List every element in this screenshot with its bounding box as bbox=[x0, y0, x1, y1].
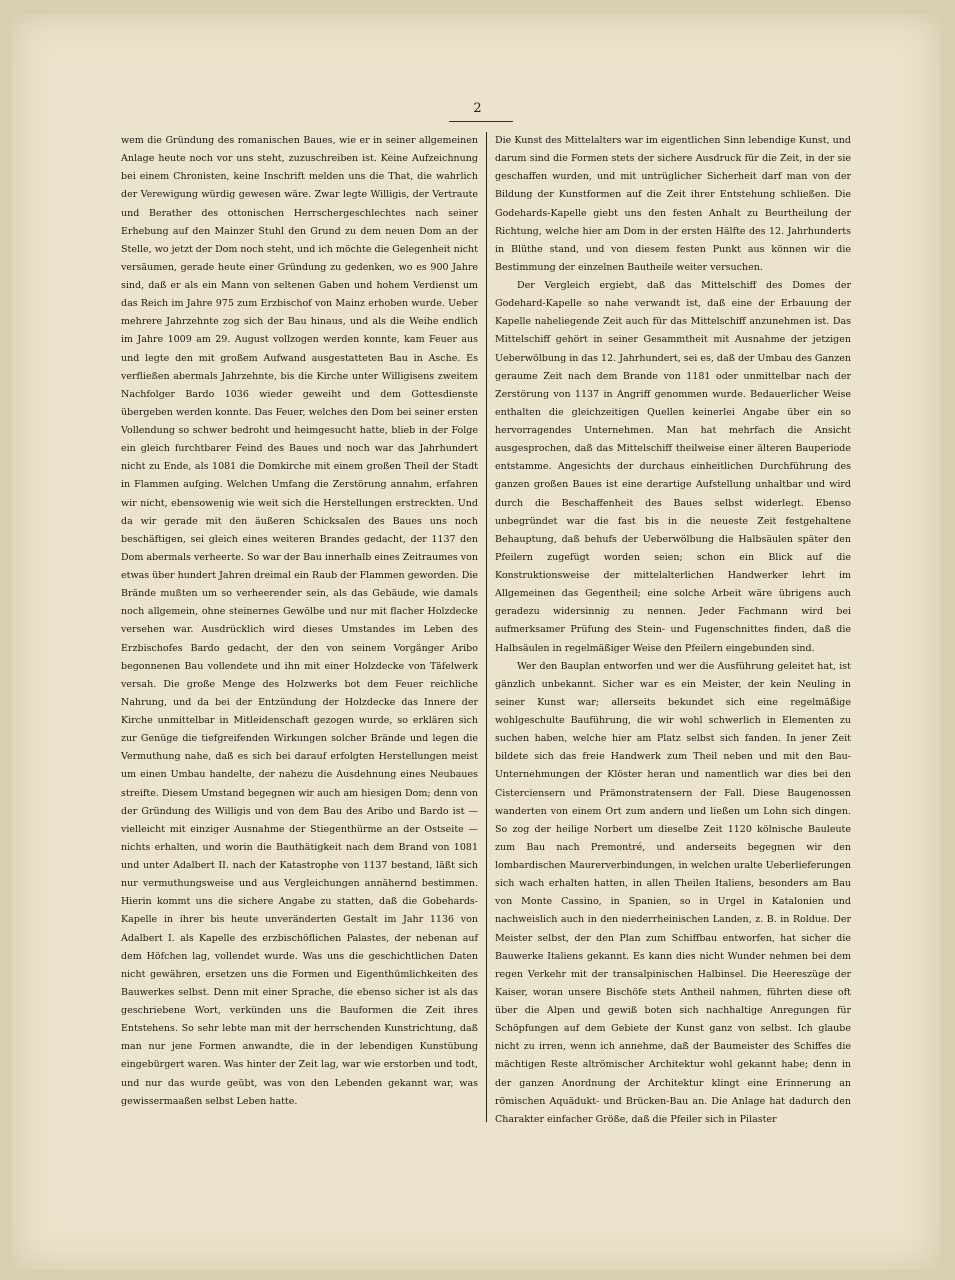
right-paragraph-3: Wer den Bauplan entworfen und wer die Ausführung geleitet hat, ist gänzlich unbekannt. Sicher war es ein Meister, der kein Neuling in seiner Kunst war; allerseits bekundet sich eine regelmäßige wohlgeschulte Bauführung, die wir wohl schwerlich in Elementen zu suchen haben, welche hier am Platz selbst sich fanden. In jener Zeit bildete sich das freie Handwerk zum Theil neben und mit den Bau-Unternehmungen der Klöster heran und namentlich war dies bei den Cisterciensern und Prämonstratensern der Fall. Diese Baugenossen wanderten von einem Ort zum andern und ließen um Lohn sich dingen. So zog der heilige Norbert um dieselbe Zeit 1120 kölnische Bauleute zum Bau nach Premontré, und anderseits begegnen wir den lombardischen Maurerverbindungen, in welchen uralte Ueberlieferungen sich wach erhalten hatten, in allen Theilen Italiens, besonders am Bau von Monte Cassino, in Spanien, so in Urgel in Katalonien und nachweislich auch in den niederrheinischen Landen, z. B. in Roldue. Der Meister selbst, der den Plan zum Schiffbau entworfen, hat sicher die Bauwerke Italiens gekannt. Es kann dies nicht Wunder nehmen bei dem regen Verkehr mit der transalpinischen Halbinsel. Die Heereszüge der Kaiser, woran unsere Bischöfe stets Antheil nahmen, führten diese oft über die Alpen und gewiß boten sich nachhaltige Anregungen für Schöpfungen auf dem Gebiete der Kunst ganz von selbst. Ich glaube nicht zu irren, wenn ich annehme, daß der Baumeister des Schiffes die mächtigen Reste altrömischer Architektur wohl gekannt habe; denn in der ganzen Anordnung der Architektur klingt eine Erinnerung an römischen Aquädukt- und Brücken-Bau an. Die Anlage hat dadurch den Charakter einfacher Größe, daß die Pfeiler sich in Pilaster bbox=[495, 660, 851, 1125]
page-number: 2 bbox=[473, 101, 482, 116]
column-divider bbox=[486, 132, 487, 1122]
left-column bbox=[121, 132, 478, 1111]
left-paragraph-1: wem die Gründung des romanischen Baues, wie er in seiner allgemeinen Anlage heute noch vor uns steht, zuzuschreiben ist. Keine Aufzeichnung bei einem Chronisten, keine Inschrift melden uns die That, die wahrlich der Verewigung würdig gewesen wäre. Zwar legte Willigis, der Vertraute und Berather des ottonischen Herrschergeschlechtes nach seiner Erhebung auf den Mainzer Stuhl den Grund zu dem neuen Dom an der Stelle, wo jetzt der Dom noch steht, und ich möchte die Gelegenheit nicht versäumen, gerade heute einer Gründung zu gedenken, wo es 900 Jahre sind, daß er als ein Mann von seltenen Gaben und hohem Verdienst um das Reich im Jahre 975 zum Erzbischof von Mainz erhoben wurde. Ueber mehrere Jahrzehnte zog sich der Bau hinaus, und als die Weihe endlich im Jahre 1009 am 29. August vollzogen werden konnte, kam Feuer aus und legte den mit großem Aufwand ausgestatteten Bau in Asche. Es verfließen abermals Jahrzehnte, bis die Kirche unter Willigisens zweitem Nachfolger Bardo 1036 wieder geweiht und dem Gottesdienste übergeben werden konnte. Das Feuer, welches den Dom bei seiner ersten Vollendung so schwer bedroht und heimgesucht hatte, blieb in der Folge ein gleich furchtbarer Feind des Baues und noch war das Jahrhundert nicht zu Ende, als 1081 die Domkirche mit einem großen Theil der Stadt in Flammen aufging. Welchen Umfang die Zerstörung annahm, erfahren wir nicht, ebensowenig wie weit sich die Herstellungen erstreckten. Und da wir gerade mit den äußeren Schicksalen des Baues uns noch beschäftigen, sei gleich eines weiteren Brandes gedacht, der 1137 den Dom abermals verheerte. So war der Bau innerhalb eines Zeitraumes von etwas über hundert Jahren dreimal ein Raub der Flammen geworden. Die Brände mußten um so verheerender sein, als das Gebäude, wie damals noch allgemein, ohne steinernes Gewölbe und nur mit flacher Holzdecke versehen war. Ausdrücklich wird dieses Umstandes im Leben des Erzbischofes Bardo gedacht, der den von seinem Vorgänger Aribo begonnenen Bau vollendete und ihn mit einer Holzdecke von Täfelwerk versah. Die große Menge des Holzwerks bot dem Feuer reichliche Nahrung, und da bei der Entzündung der Holzdecke das Innere der Kirche unmittelbar in Mitleidenschaft gezogen wurde, so erklären sich zur Genüge die tiefgreifenden Wirkungen solcher Brände und legen die Vermuthung nahe, daß es sich bei darauf erfolgten Herstellungen meist um einen Umbau handelte, der nahezu die Ausdehnung eines Neubaues streifte. Diesem Umstand begegnen wir auch am hiesigen Dom; denn von der Gründung des Willigis und von dem Bau des Aribo und Bardo ist — vielleicht mit einziger Ausnahme der Stiegenthürme an der Ostseite — nichts erhalten, und worin die Bauthätigkeit nach dem Brand von 1081 und unter Adalbert II. nach der Katastrophe von 1137 bestand, läßt sich nur vermuthungsweise und aus Vergleichungen annähernd bestimmen. Hierin kommt uns die sichere Angabe zu statten, daß die Gobehards-Kapelle in ihrer bis heute unveränderten Gestalt im Jahr 1136 von Adalbert I. als Kapelle des erzbischöflichen Palastes, der nebenan auf dem Höfchen lag, vollendet wurde. Was uns die geschichtlichen Daten nicht gewähren, ersetzen uns die Formen und Eigenthümlichkeiten des Bauwerkes selbst. Denn mit einer Sprache, die ebenso sicher ist als das geschriebene Wort, verkünden uns die Bauformen die Zeit ihres Entstehens. So sehr lebte man mit der herrschenden Kunstrichtung, daß man nur jene Formen anwandte, die in der lebendigen Kunstübung eingebürgert waren. Was hinter der Zeit lag, war wie erstorben und todt, und nur das wurde geübt, was von den Lebenden gekannt war, was gewissermaaßen selbst Leben hatte. bbox=[121, 135, 478, 1107]
right-paragraph-1: Die Kunst des Mittelalters war im eigentlichen Sinn lebendige Kunst, und darum sind die Formen stets der sichere Ausdruck für die Zeit, in der sie geschaffen wurden, und mit untrüglicher Sicherheit darf man von der Bildung der Kunstformen auf die Zeit ihrer Entstehung schließen. Die Godehards-Kapelle giebt uns den festen Anhalt zu Beurtheilung der Richtung, welche hier am Dom in der ersten Hälfte des 12. Jahrhunderts in Blüthe stand, und von diesem festen Punkt aus können wir die Bestimmung der einzelnen Bautheile weiter versuchen. bbox=[495, 135, 851, 273]
right-paragraph-2: Der Vergleich ergiebt, daß das Mittelschiff des Domes der Godehard-Kapelle so nahe verwandt ist, daß eine der Erbauung der Kapelle naheliegende Zeit auch für das Mittelschiff anzunehmen ist. Das Mittelschiff gehört in seiner Gesammtheit mit Ausnahme der jetzigen Ueberwölbung in das 12. Jahrhundert, sei es, daß der Umbau des Ganzen geraume Zeit nach dem Brande von 1181 oder unmittelbar nach der Zerstörung von 1137 in Angriff genommen wurde. Bedauerlicher Weise enthalten die gleichzeitigen Quellen keinerlei Angabe über ein so hervorragendes Unternehmen. Man hat mehrfach die Ansicht ausgesprochen, daß das Mittelschiff theilweise einer älteren Bauperiode entstamme. Angesichts der durchaus einheitlichen Durchführung des ganzen großen Baues ist eine derartige Aufstellung unhaltbar und wird durch die Beschaffenheit des Baues selbst widerlegt. Ebenso unbegründet war die fast bis in die neueste Zeit festgehaltene Behauptung, daß behufs der Ueberwölbung die Halbsäulen später den Pfeilern zugefügt worden seien; schon ein Blick auf die Konstruktionsweise der mittelalterlichen Handwerker lehrt im Allgemeinen das Gegentheil; eine solche Arbeit wäre übrigens auch geradezu widersinnig zu nennen. Jeder Fachmann wird bei aufmerksamer Prüfung des Stein- und Fugenschnittes finden, daß die Halbsäulen in regelmäßiger Weise den Pfeilern eingebunden sind. bbox=[495, 280, 851, 654]
right-column bbox=[495, 132, 851, 1129]
header-rule bbox=[449, 121, 513, 122]
